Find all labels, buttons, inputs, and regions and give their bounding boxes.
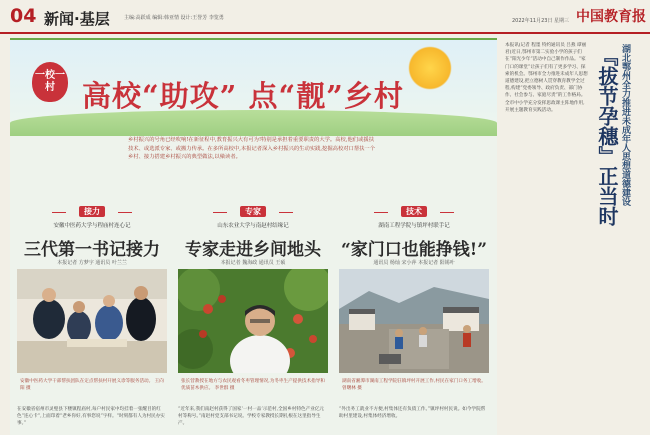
page-number: 04 [10, 5, 37, 27]
article-headline: 三代第一书记接力 [24, 240, 160, 260]
article-byline: 通讯员 杨灿 宋小萍 本报记者 阳锡叶 [373, 260, 455, 266]
photo-caption: 湖南省湘潭市湖南工程学院驻镇坪村开展工作,村民在家门口务工增收。 曾曙林 摄 [342, 379, 486, 391]
article-byline: 本报记者 方梦宇 通讯员 叶兰兰 [57, 260, 127, 266]
article-column-2 [175, 206, 331, 435]
article-body: “近年来,我们南赵村获得了国家‘一村一品’示范村,全国乡村特色产业亿元村等称号。”南赵村党支部书记说。学校专家教授长期扎根在这里指导生产。 [178, 407, 325, 426]
feature-badge: 一校一村 [32, 62, 68, 102]
issue-date: 2022年11月23日 星期三 [512, 18, 570, 24]
article-photo [339, 269, 489, 373]
feature-title: 高校“助攻” 点“靓”乡村 [82, 79, 404, 113]
article-kicker: 湖南工程学院与镇坪村联手记 [378, 223, 450, 229]
article-headline: 专家走进乡间地头 [185, 240, 321, 260]
feature-intro: 乡村振兴的号角已经吹响!在新征程中,教育振兴大有可为!特别是承担着重要职责的大学。高校,他们或援扶技术、或选派专家、或搬力传承。在多所高校中,本报记者深入乡村振兴的生动实践,挖掘高校对口帮扶一个乡村、接力搭建乡村振兴的典型做法,以飨读者。 [128, 137, 376, 160]
sun-decoration [408, 46, 452, 90]
article-photo [178, 269, 328, 373]
article-kicker: 安徽中医药大学与程庙村连心记 [53, 223, 131, 229]
masthead-logo: 中国教育报 [576, 9, 646, 25]
page-header [0, 0, 650, 34]
article-byline: 本报记者 魏海政 通讯员 王硕 [220, 260, 286, 266]
article-kicker: 山东农业大学与南赵村结缘记 [217, 223, 289, 229]
article-photo [17, 269, 167, 373]
article-body: 在安徽省宿州市灵璧县下楼镇程庙村,每户村民家中均挂着一张醒目的红色“连心卡”,上面印着“老乡你好,有事您说”字样。“时刻都有人为村民办实事。” [17, 407, 165, 426]
photo-caption: 安徽中医药大学干部帮扶团队在定点帮扶村开展义诊等服务活动。 王向阳 摄 [20, 379, 164, 391]
article-column-3 [336, 206, 492, 435]
article-tag: 专家 [213, 206, 293, 219]
article-column-1 [14, 206, 170, 435]
side-article [503, 38, 650, 433]
article-tag: 技术 [374, 206, 454, 219]
feature-banner [10, 40, 497, 134]
side-article-kicker: 湖北鄂州全力推进未成年人思想道德建设 [620, 44, 630, 206]
article-headline: “家门口也能挣钱!” [340, 240, 488, 260]
section-title: 新闻·基层 [44, 10, 110, 28]
side-article-body: 本报讯(记者 程墨 特约通讯员 吕燕 谭丽君)近日,鄂州市第二实验小学的孩子们在“阳光少年”活动中自己制作作品。“家门口的课堂”让孩子们有了更多学习、探索的机会。鄂州市全力推进未成年人思想道德建设,把立德树人贯穿教育教学全过程,构建“党委领导、政府负责、部门协作、社会参与、家庭尽责”的工作格局。全市中小学充分发挥思政课主阵地作用,开展主题教育实践活动。 [505, 43, 588, 113]
photo-caption: 张长营教授在地方与农民观看冬枣管理情况,为冬枣生产提供技术指导和优质苗木供应。 李世群 摄 [181, 379, 325, 391]
feature-section [10, 38, 497, 435]
side-article-headline: 『拔节孕穗』正当时 [595, 46, 619, 226]
editor-credits: 主编:高跃成 编辑:韩亚情 设计:王誉芳 李览勇 [124, 15, 224, 21]
article-tag: 接力 [52, 206, 132, 219]
article-body: “外出务工就业不方便,村集体还有负债工作。”镇坪村村民说。如今学院帮助村里建设,村集体经济增收。 [339, 407, 486, 419]
